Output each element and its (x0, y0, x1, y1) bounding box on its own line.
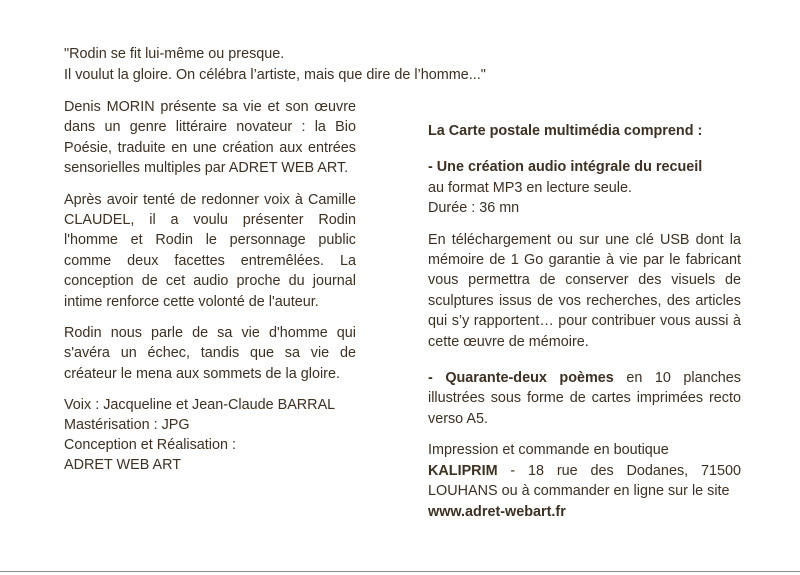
shop-name: KALIPRIM (428, 462, 498, 479)
quote-line-2: Il voulut la gloire. On célébra l’artiste, mais que dire de l’homme..." (64, 67, 486, 83)
shop-address: - 18 rue des Dodanes, 71500 LOUHANS ou à commander en ligne sur le site (428, 462, 741, 500)
claudel-paragraph: Après avoir tenté de redonner voix à Camille CLAUDEL, il a voulu présenter Rodin l'homme et Rodin le personnage public comme deux facettes entremêlées. La conception de cet audio proche du journal intime renforce cette volonté de l'auteur. (64, 191, 356, 310)
audio-duration: Durée : 36 mn (428, 200, 520, 217)
voice-credit: Voix : Jacqueline et Jean-Claude BARRAL (64, 397, 336, 414)
company-credit: ADRET WEB ART (64, 457, 182, 474)
quote-block (64, 44, 764, 86)
credits (64, 395, 356, 475)
quote-line-1: "Rodin se fit lui-même ou presque. (64, 46, 285, 62)
print-line: Impression et commande en boutique (428, 442, 669, 459)
right-heading: La Carte postale multimédia comprend : (428, 123, 703, 139)
audio-title: - Une création audio intégrale du recueil (428, 159, 703, 176)
address-paragraph (428, 461, 741, 502)
left-column (64, 97, 356, 475)
right-column (428, 121, 741, 522)
life-paragraph: Rodin nous parle de sa vie d'homme qui s'avéra un échec, tandis que sa vie de créateur le mena aux sommets de la gloire. (64, 325, 356, 382)
conception-credit: Conception et Réalisation : (64, 437, 236, 454)
poems-title: - Quarante-deux poèmes (428, 370, 614, 387)
website-link[interactable]: www.adret-webart.fr (428, 503, 566, 520)
audio-format: au format MP3 en lecture seule. (428, 179, 632, 196)
poems-paragraph (428, 368, 741, 429)
poems-description: en 10 planches illustrées sous forme de cartes imprimées recto verso A5. (428, 370, 741, 427)
mastering-credit: Mastérisation : JPG (64, 417, 190, 434)
bottom-divider (0, 571, 800, 572)
intro-paragraph: Denis MORIN présente sa vie et son œuvre dans un genre littéraire novateur : la Bio Poésie, traduite en une création aux entrées sensorielles multiples par ADRET WEB ART. (64, 99, 356, 177)
usb-paragraph: En téléchargement ou sur une clé USB dont la mémoire de 1 Go garantie à vie par le fabricant vous permettra de conserver des visuels de sculptures issus de vos recherches, des articles qui s’y rapportent… pour contribuer vous aussi à cette œuvre de mémoire. (428, 231, 741, 350)
